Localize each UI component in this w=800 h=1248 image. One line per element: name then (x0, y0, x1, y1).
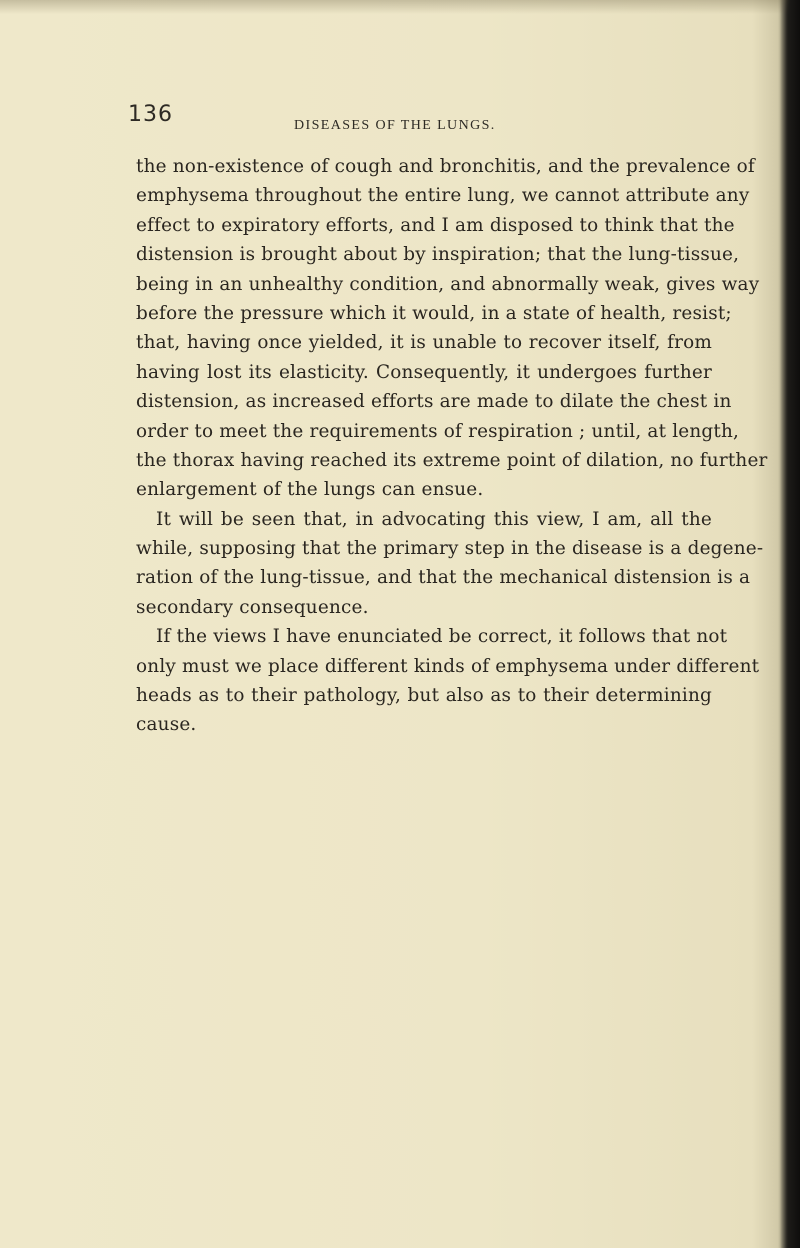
text-line: the non-existence of cough and bronchitis, and the prevalence of (136, 156, 755, 177)
text-line: only must we place different kinds of emphysema under different (136, 655, 760, 677)
text-line: ration of the lung-tissue, and that the mechanical distension is a (136, 567, 751, 589)
text-line: heads as to their pathology, but also as to their determining (136, 685, 712, 707)
text-line: cause. (136, 714, 197, 736)
running-head: DISEASES OF THE LUNGS. (294, 118, 496, 133)
text-line: secondary consequence. (136, 596, 369, 618)
text-line: being in an unhealthy condition, and abnormally weak, gives way (136, 273, 760, 295)
text-line: the thorax having reached its extreme point of dilation, no further (136, 449, 768, 471)
page-top-shadow (0, 0, 800, 14)
text-line: before the pressure which it would, in a state of health, resist; (136, 302, 732, 324)
text-line: distension, as increased efforts are made to dilate the chest in (136, 391, 732, 413)
text-line: while, supposing that the primary step in the disease is a degene- (136, 538, 764, 560)
text-line: effect to expiratory efforts, and I am disposed to think that the (136, 214, 735, 236)
text-line: having lost its elasticity. Consequently, it undergoes further (136, 361, 712, 383)
text-line: enlargement of the lungs can ensue. (136, 479, 484, 501)
text-line: emphysema throughout the entire lung, we cannot attribute any (136, 185, 750, 207)
text-line: order to meet the requirements of respiration ; until, at length, (136, 420, 740, 442)
text-line: that, having once yielded, it is unable to recover itself, from (136, 332, 712, 354)
text-line: It will be seen that, in advocating this view, I am, all the (156, 508, 712, 530)
body-text (136, 152, 768, 740)
page-number: 136 (128, 102, 173, 127)
page-binding-edge (778, 0, 800, 1248)
text-line: distension is brought about by inspiration; that the lung-tissue, (136, 244, 740, 266)
text-line: If the views I have enunciated be correct, it follows that not (156, 626, 728, 648)
